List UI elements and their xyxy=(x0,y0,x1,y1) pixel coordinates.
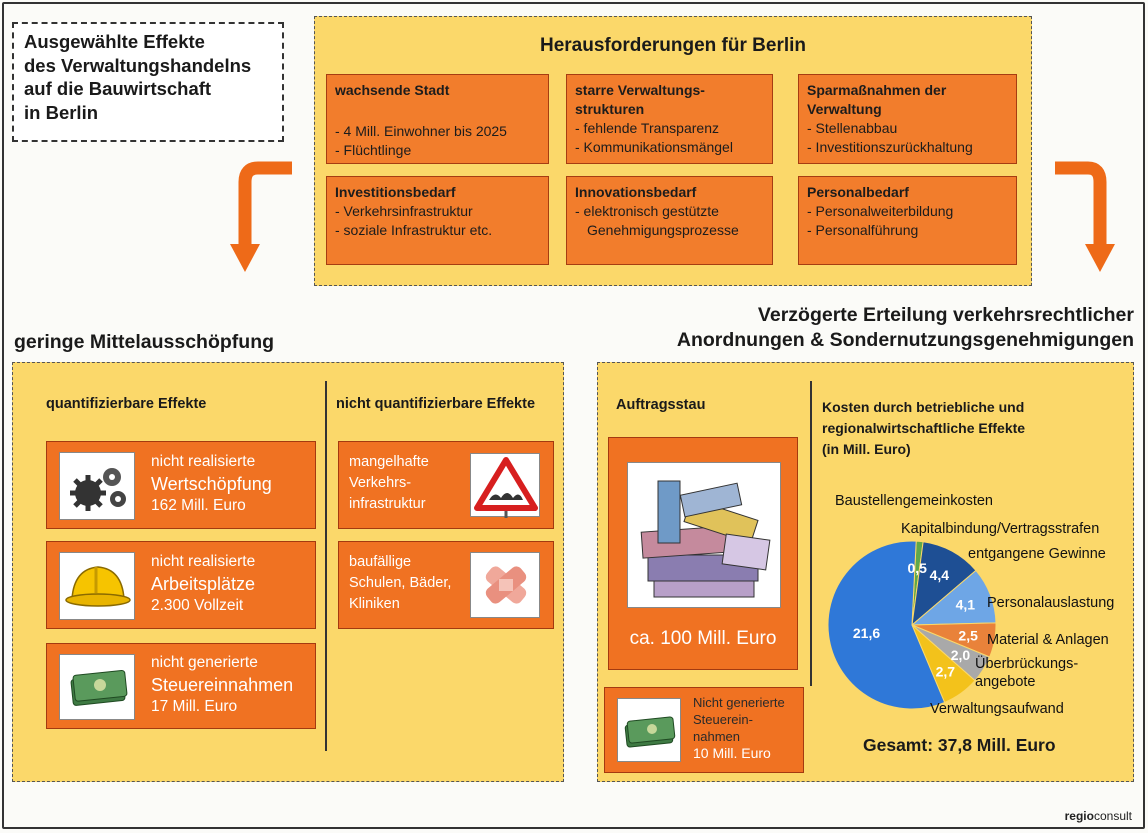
heading-line: Kosten durch betriebliche und xyxy=(822,399,1025,415)
heading-line: regionalwirtschaftliche Effekte xyxy=(822,420,1026,436)
card-text xyxy=(349,552,451,615)
logo-part: regio xyxy=(1064,809,1094,823)
gears-icon xyxy=(59,452,135,520)
card-item: - Verkehrsinfrastruktur xyxy=(335,203,473,219)
card-item: - 4 Mill. Einwohner bis 2025 xyxy=(335,123,507,139)
right-panel xyxy=(597,362,1134,782)
card-text xyxy=(349,452,429,515)
card-line: infrastruktur xyxy=(349,496,426,512)
column-divider xyxy=(325,381,327,751)
card-text xyxy=(151,451,272,517)
title-line: des Verwaltungshandelns xyxy=(24,54,252,76)
card-line: Steuerein- xyxy=(693,712,753,727)
pie-label-baustellengemeinkosten: Baustellengemeinkosten xyxy=(835,493,993,509)
quant-heading: quantifizierbare Effekte xyxy=(46,396,207,412)
road-warning-sign-icon xyxy=(470,453,540,517)
pie-value-label: 2,5 xyxy=(958,627,978,644)
card-item: Genehmigungsprozesse xyxy=(587,222,739,238)
card-line: nicht generierte xyxy=(151,654,258,671)
card-title: Personalbedarf xyxy=(807,184,909,200)
card-item: - Investitionszurückhaltung xyxy=(807,139,973,155)
pie-label-personalauslastung: Personalauslastung xyxy=(987,595,1115,611)
card-line: Arbeitsplätze xyxy=(151,574,256,594)
card-item: - Flüchtlinge xyxy=(335,142,412,158)
nonquant-heading: nicht quantifizierbare Effekte xyxy=(336,396,536,412)
backlog-value: ca. 100 Mill. Euro xyxy=(629,628,777,649)
card-item: - Stellenabbau xyxy=(807,120,898,136)
card-title: Verwaltung xyxy=(807,101,882,117)
card-title: Sparmaßnahmen der xyxy=(807,82,947,98)
title-line: Verzögerte Erteilung verkehrsrechtlicher xyxy=(757,304,1134,326)
cost-pie-chart xyxy=(598,363,1135,783)
hard-hat-icon xyxy=(59,552,135,620)
nonquant-card-infrastructure xyxy=(338,441,554,529)
card-value: 17 Mill. Euro xyxy=(151,698,238,715)
left-panel xyxy=(12,362,564,782)
tax-value: 10 Mill. Euro xyxy=(693,745,771,761)
card-line: Nicht generierte xyxy=(693,695,785,710)
title-line: Anordnungen & Sondernutzungsgenehmigungen xyxy=(676,329,1134,351)
card-title: starre Verwaltungs- xyxy=(575,82,705,98)
pie-value-label: 0,5 xyxy=(907,560,927,577)
card-line: Steuereinnahmen xyxy=(151,675,294,695)
card-line: nicht realisierte xyxy=(151,453,256,470)
card-text xyxy=(151,551,255,617)
pie-label-kapitalbindung: Kapitalbindung/Vertragsstrafen xyxy=(901,521,1100,537)
title-line: Ausgewählte Effekte xyxy=(24,31,205,52)
left-section-title: geringe Mittelausschöpfung xyxy=(14,331,275,353)
title-line: in Berlin xyxy=(24,101,99,123)
challenges-heading: Herausforderungen für Berlin xyxy=(539,35,807,56)
card-line: mangelhafte xyxy=(349,454,429,470)
card-title: Innovationsbedarf xyxy=(575,184,697,200)
title-line: auf die Bauwirtschaft xyxy=(24,78,212,99)
pie-label-verwaltungsaufwand: Verwaltungsaufwand xyxy=(930,701,1064,717)
quant-card-taxes xyxy=(46,643,316,729)
right-arrow xyxy=(1055,168,1100,246)
card-line: Wertschöpfung xyxy=(151,474,272,494)
card-item: - elektronisch gestützte xyxy=(575,203,719,219)
pie-value-label: 2,0 xyxy=(950,647,971,664)
pie-value-label: 2,7 xyxy=(935,663,956,680)
card-item: - Personalweiterbildung xyxy=(807,203,954,219)
card-line: Kliniken xyxy=(349,596,400,612)
cost-total: Gesamt: 37,8 Mill. Euro xyxy=(863,735,1056,755)
card-line: nahmen xyxy=(693,729,740,744)
pie-value-label: 4,4 xyxy=(929,566,950,583)
card-value: 162 Mill. Euro xyxy=(151,497,246,514)
backlog-heading: Auftragsstau xyxy=(616,397,706,413)
card-line: Schulen, Bäder, xyxy=(349,575,452,591)
card-item: - Kommunikationsmängel xyxy=(575,139,733,155)
card-line: nicht realisierte xyxy=(151,553,256,570)
card-value: 2.300 Vollzeit xyxy=(151,597,244,614)
card-item: - soziale Infrastruktur etc. xyxy=(335,222,493,238)
money-icon xyxy=(59,654,135,720)
pie-value-label: 21,6 xyxy=(852,625,881,642)
card-item: - fehlende Transparenz xyxy=(575,120,719,136)
nonquant-card-buildings xyxy=(338,541,554,629)
card-line: Verkehrs- xyxy=(349,475,412,491)
quant-card-jobs xyxy=(46,541,316,629)
quant-card-value-added xyxy=(46,441,316,529)
card-line: baufällige xyxy=(349,554,412,570)
bandage-icon xyxy=(470,552,540,618)
card-title: wachsende Stadt xyxy=(335,82,450,98)
pie-label-entgangene-gewinne: entgangene Gewinne xyxy=(968,546,1106,562)
regioconsult-logo xyxy=(1065,809,1132,823)
card-title: Investitionsbedarf xyxy=(335,184,456,200)
heading-line: (in Mill. Euro) xyxy=(822,441,911,457)
card-title: strukturen xyxy=(575,101,645,117)
card-item: - Personalführung xyxy=(807,222,919,238)
card-text xyxy=(151,652,293,718)
left-arrow xyxy=(245,168,292,246)
pie-label-material-anlagen: Material & Anlagen xyxy=(987,632,1109,648)
logo-part: consult xyxy=(1093,809,1132,823)
right-section-title xyxy=(677,303,1134,353)
pie-label-ueberbrueckungsangebote: Überbrückungs-angebote xyxy=(975,656,1079,690)
pie-value-label: 4,1 xyxy=(955,596,976,613)
